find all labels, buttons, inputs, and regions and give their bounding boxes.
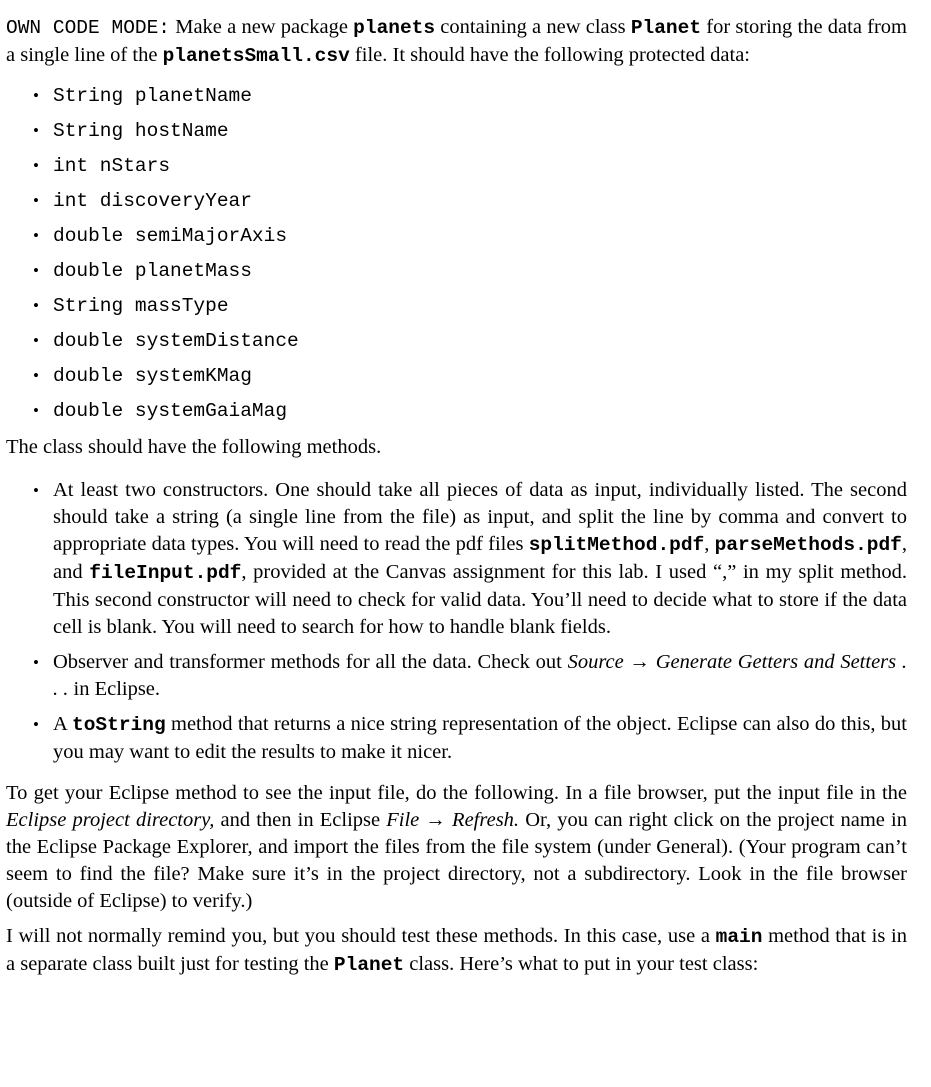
list-item: • String planetName [6,82,907,117]
protected-data-list [6,82,907,432]
bullet-icon: • [33,401,39,420]
tostring-code: toString [72,714,166,736]
list-item: • double systemGaiaMag [6,397,907,432]
list-item: • double systemDistance [6,327,907,362]
eclipse-input-paragraph: To get your Eclipse method to see the input file, do the following. In a file browser, put the input file in the Eclipse project directory, and then in Eclipse File → Refresh. Or, you can right click on the project name in the Eclipse Package Explorer, and import the files from the file system (under General). (Your program can’t seem to find the file? Make sure it’s in the project directory, not a subdirectory. Look in the file browser (outside of Eclipse) to verify.) [6,782,907,912]
bullet-icon: • [33,653,39,672]
csv-file-name: planetsSmall.csv [162,45,350,67]
list-item: • String hostName [6,117,907,152]
class-name: Planet [630,17,702,39]
own-code-mode-label: OWN CODE MODE: [6,17,171,39]
parse-methods-pdf: parseMethods.pdf [714,534,902,556]
list-item: • int nStars [6,152,907,187]
methods-list [6,477,907,766]
generate-getters-menu-path: Source → Generate Getters and Setters . . . [53,651,907,700]
file-input-pdf: fileInput.pdf [89,562,242,584]
testing-paragraph: I will not normally remind you, but you should test these methods. In this case, use a main method that is in a separate class built just for testing the Planet class. Here’s what to put in your test class: [6,925,907,976]
bullet-icon: • [33,156,39,175]
bullet-icon: • [33,261,39,280]
list-item-observers: • Observer and transformer methods for all the data. Check out Source → Generate Getters and Setters . . . in Eclipse. [33,651,907,700]
package-name: planets [353,17,436,39]
methods-intro: The class should have the following methods. [6,436,382,458]
bullet-icon: • [33,86,39,105]
planet-code: Planet [333,954,405,976]
bullet-icon: • [33,481,39,500]
file-refresh-menu-path: File → Refresh. [386,809,520,831]
bullet-icon: • [33,715,39,734]
bullet-icon: • [33,191,39,210]
list-item: • double planetMass [6,257,907,292]
list-item: • int discoveryYear [6,187,907,222]
split-method-pdf: splitMethod.pdf [528,534,705,556]
bullet-icon: • [33,331,39,350]
list-item-tostring: • A toString method that returns a nice string representation of the object. Eclipse can also do this, but you may want to edit the results to make it nicer. [33,713,907,763]
bullet-icon: • [33,121,39,140]
bullet-icon: • [33,296,39,315]
intro-paragraph: OWN CODE MODE: Make a new package planets containing a new class Planet for storing the data from a single line of the planetsSmall.csv file. It should have the following protected data: [6,16,907,67]
main-code: main [715,926,763,948]
bullet-icon: • [33,226,39,245]
list-item: • String massType [6,292,907,327]
list-item: • double systemKMag [6,362,907,397]
bullet-icon: • [33,366,39,385]
list-item-constructors: • At least two constructors. One should take all pieces of data as input, individually listed. The second should take a string (a single line from the file) as input, and split the line by comma and convert to appropriate data types. You will need to read the pdf files splitMethod.pdf, parseMethods.pdf, and fileInput.pdf, provided at the Canvas assignment for this lab. I used “,” in my split method. This second constructor will need to check for valid data. You’ll need to decide what to store if the data cell is blank. You will need to search for how to handle blank fields. [33,479,907,638]
list-item: • double semiMajorAxis [6,222,907,257]
